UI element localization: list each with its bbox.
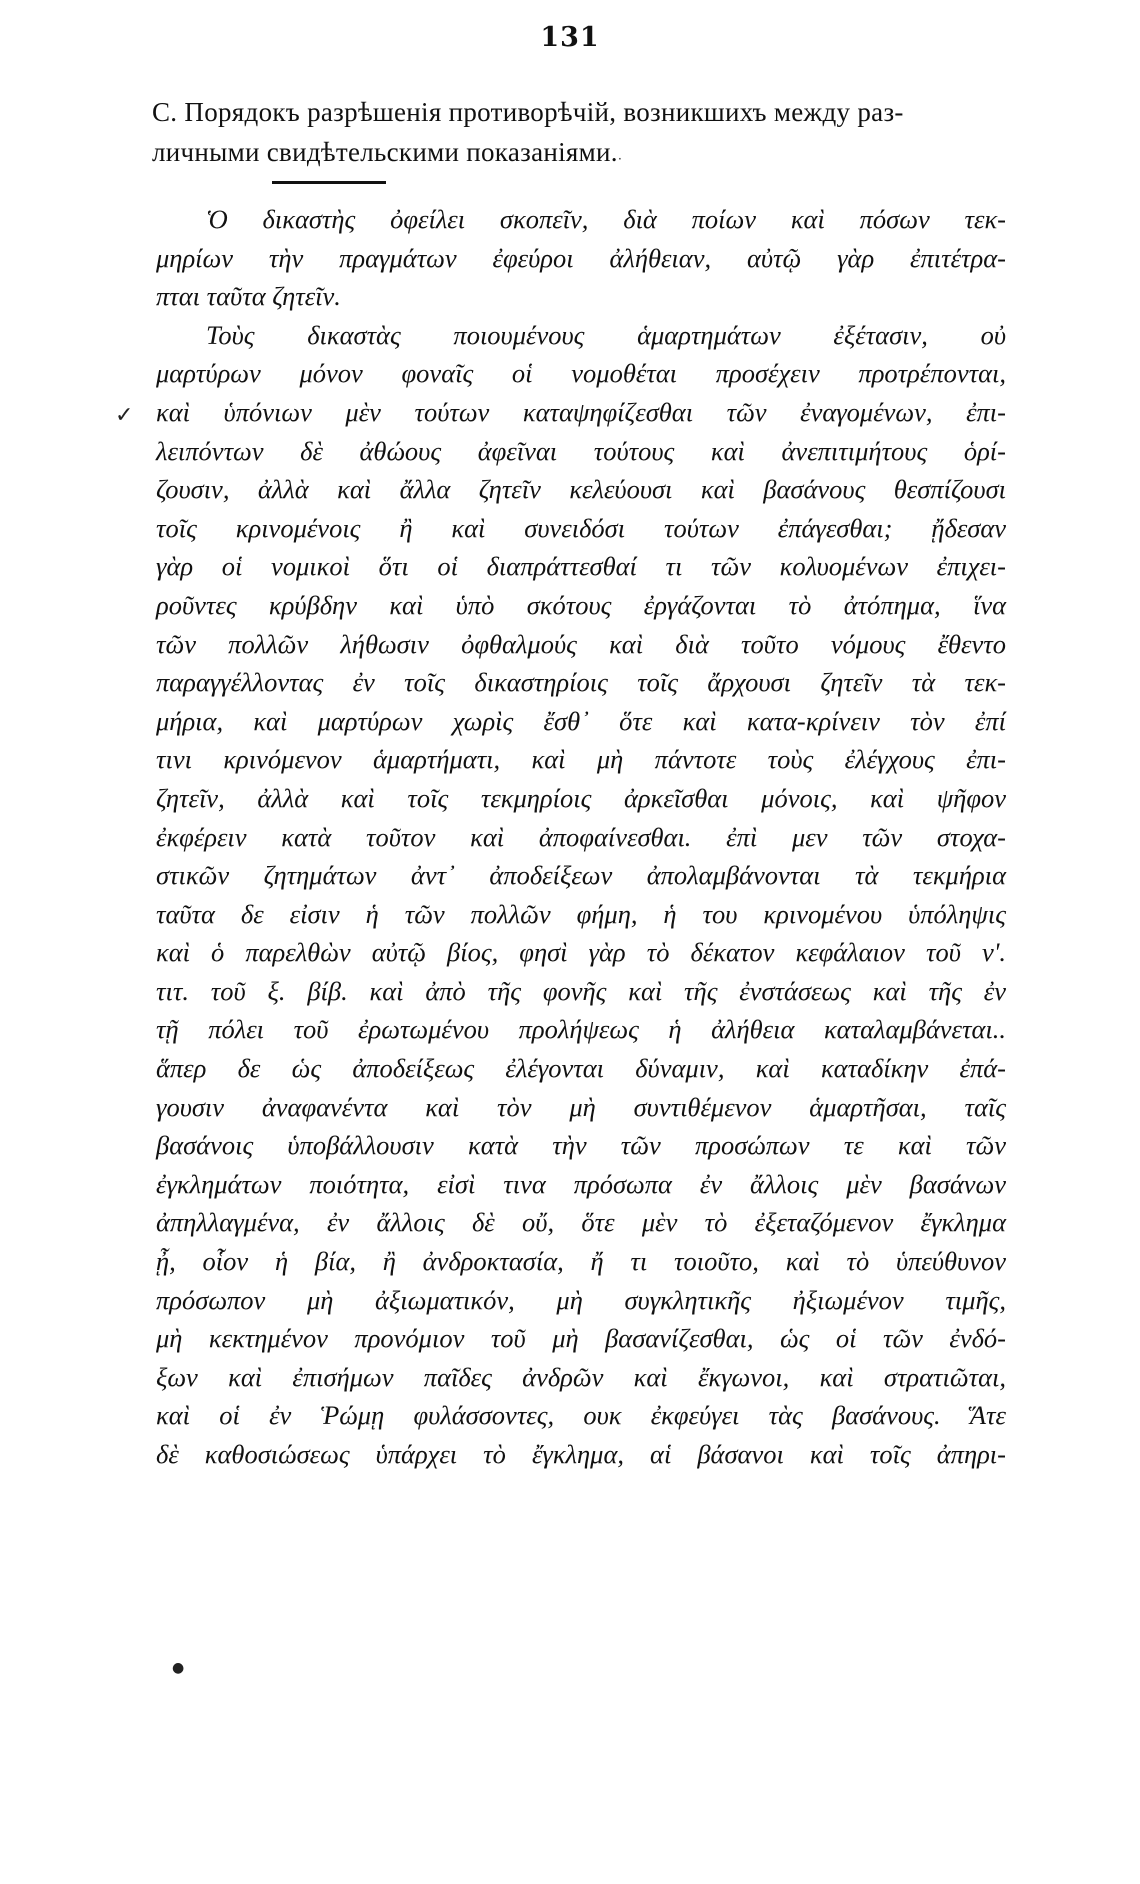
text-line: ἀπηλλαγμένα, ἐν ἄλλοις δὲ οὔ, ὅτε μὲν τὸ ἐξεταζόμενον ἔγκλημα: [156, 1207, 1006, 1238]
text-line: γὰρ οἱ νομικοὶ ὅτι οἱ διαπράττεσθαί τι τῶν κολυομένων ἐπιχει-: [156, 551, 1006, 582]
heading-divider: [272, 181, 386, 184]
text-line: Ὁ δικαστὴς ὀφείλει σκοπεῖν, διὰ ποίων καὶ πόσων τεκ-: [206, 204, 1006, 234]
text-line: ἐκφέρειν κατὰ τοῦτον καὶ ἀποφαίνεσθαι. ἐπὶ μεν τῶν στοχα-: [156, 821, 1006, 852]
margin-mark: ✓: [115, 403, 134, 428]
text-line: καὶ ὁ παρελθὼν αὐτῷ βίος, φησὶ γὰρ τὸ δέκατον κεφάλαιον τοῦ ν'.: [156, 937, 1006, 968]
ink-speck: ●: [172, 1660, 185, 1676]
text-line: ξων καὶ ἐπισήμων παῖδες ἀνδρῶν καὶ ἔκγωνοι, καὶ στρατιῶται,: [156, 1361, 1006, 1392]
text-line: μήρια, καὶ μαρτύρων χωρὶς ἔσθ᾽ ὅτε καὶ κατα-κρίνειν τὸν ἐπί: [156, 705, 1006, 736]
text-line: τιτ. τοῦ ξ. βίβ. καὶ ἀπὸ τῆς φονῆς καὶ τῆς ἐνστάσεως καὶ τῆς ἐν: [156, 975, 1006, 1006]
body-text: [156, 200, 1006, 1474]
text-line: πρόσωπον μὴ ἀξιωματικόν, μὴ συγκλητικῆς ἠξιωμένον τιμῆς,: [156, 1284, 1006, 1315]
text-line: μηρίων τὴν πραγμάτων ἐφεύροι ἀλήθειαν, αὐτῷ γὰρ ἐπιτέτρα-: [156, 242, 1006, 273]
heading-line: личными свидѣтельскими показаніями.: [152, 137, 618, 167]
text-line: ταῦτα δε εἰσιν ἡ τῶν πολλῶν φήμη, ἡ του κρινομένου ὑπόληψις: [156, 898, 1006, 929]
text-line: τοῖς κρινομένοις ἢ καὶ συνειδόσι τούτων ἐπάγεσθαι; ᾔδεσαν: [156, 512, 1006, 543]
text-line: στικῶν ζητημάτων ἀντ᾽ ἀποδείξεων ἀπολαμβάνονται τὰ τεκμήρια: [156, 860, 1006, 891]
text-line: ροῦντες κρύβδην καὶ ὑπὸ σκότους ἐργάζονται τὸ ἀτόπημα, ἵνα: [156, 589, 1006, 620]
text-line: λειπόντων δὲ ἀθώους ἀφεῖναι τούτους καὶ ἀνεπιτιμήτους ὁρί-: [156, 435, 1006, 466]
text-line: ἐγκλημάτων ποιότητα, εἰσὶ τινα πρόσωπα ἐν ἄλλοις μὲν βασάνων: [156, 1168, 1006, 1199]
section-heading: [152, 92, 1014, 172]
text-line: ζουσιν, ἀλλὰ καὶ ἄλλα ζητεῖν κελεύουσι καὶ βασάνους θεσπίζουσι: [156, 474, 1006, 505]
text-line: καὶ οἱ ἐν Ῥώμῃ φυλάσσοντες, ουκ ἐκφεύγει τὰς βασάνους. Ἅτε: [156, 1400, 1006, 1431]
text-line: καὶ ὑπόνιων μὲν τούτων καταψηφίζεσθαι τῶν ἐναγομένων, ἐπι-: [156, 396, 1006, 427]
text-line: ἅπερ δε ὡς ἀποδείξεως ἐλέγονται δύναμιν, καὶ καταδίκην ἐπά-: [156, 1053, 1006, 1084]
page-number: 131: [540, 22, 600, 53]
text-line: ζητεῖν, ἀλλὰ καὶ τοῖς τεκμηρίοις ἀρκεῖσθαι μόνοις, καὶ ψῆφον: [156, 782, 1006, 813]
text-line: τῇ πόλει τοῦ ἐρωτωμένου προλήψεως ἡ ἀλήθεια καταλαμβάνεται..: [156, 1014, 1006, 1045]
text-line: γουσιν ἀναφανέντα καὶ τὸν μὴ συντιθέμενον ἁμαρτῆσαι, ταῖς: [156, 1091, 1006, 1122]
text-line: παραγγέλλοντας ἐν τοῖς δικαστηρίοις τοῖς ἄρχουσι ζητεῖν τὰ τεκ-: [156, 667, 1006, 698]
text-line: δὲ καθοσιώσεως ὑπάρχει τὸ ἔγκλημα, αἱ βάσανοι καὶ τοῖς ἀπηρι-: [156, 1439, 1006, 1469]
heading-line: C. Порядокъ разрѣшенія противорѣчій, возникшихъ между раз-: [152, 97, 904, 127]
text-line: πται ταῦτα ζητεῖν.: [156, 281, 341, 312]
text-line: Τοὺς δικαστὰς ποιουμένους ἁμαρτημάτων ἐξέτασιν, οὐ: [206, 319, 1006, 350]
text-line: τινι κρινόμενον ἁμαρτήματι, καὶ μὴ πάντοτε τοὺς ἐλέγχους ἐπι-: [156, 744, 1006, 775]
text-line: βασάνοις ὑποβάλλουσιν κατὰ τὴν τῶν προσώπων τε καὶ τῶν: [156, 1130, 1006, 1161]
text-line: μαρτύρων μόνον φοναῖς οἱ νομοθέται προσέχειν προτρέπονται,: [156, 358, 1006, 389]
text-line: τῶν πολλῶν λήθωσιν ὀφθαλμούς καὶ διὰ τοῦτο νόμους ἔθεντο: [156, 628, 1006, 659]
text-line: ᾖ, οἷον ἡ βία, ἢ ἀνδροκτασία, ἤ τι τοιοῦτο, καὶ τὸ ὑπεύθυνον: [156, 1246, 1006, 1277]
text-line: μὴ κεκτημένον προνόμιον τοῦ μὴ βασανίζεσθαι, ὡς οἱ τῶν ἐνδό-: [156, 1323, 1006, 1354]
ink-speck: ·: [618, 152, 622, 166]
